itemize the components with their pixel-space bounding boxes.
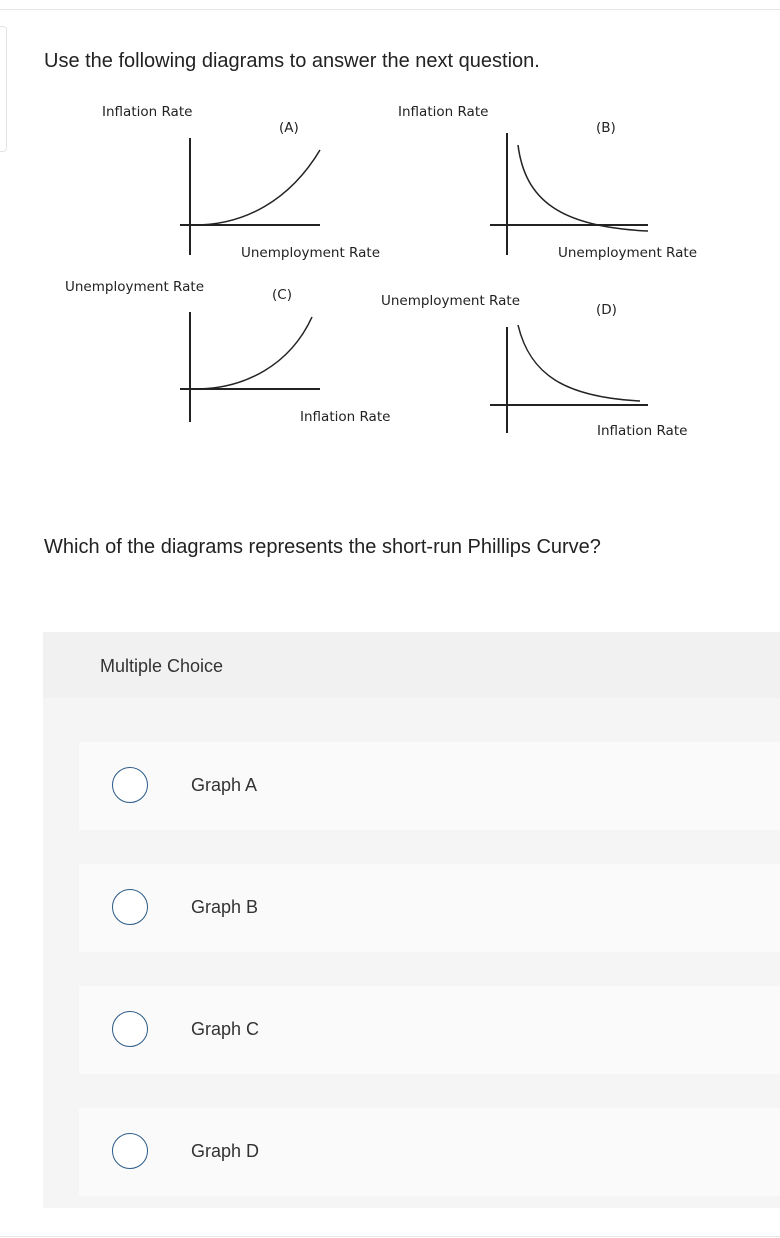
graph-a-y-label: Inflation Rate (102, 104, 193, 120)
option-graph-b[interactable] (79, 864, 780, 952)
graph-c-x-label: Inflation Rate (300, 409, 391, 425)
graph-d-y-label: Unemployment Rate (381, 293, 521, 309)
graph-a-x-label: Unemployment Rate (241, 245, 381, 261)
graph-c-title: (C) (272, 287, 292, 303)
question-prompt: Use the following diagrams to answer the next question. (44, 50, 540, 72)
bottom-divider (0, 1236, 780, 1237)
radio-button[interactable] (112, 889, 148, 925)
side-panel-edge (0, 26, 7, 152)
graph-a-title: (A) (279, 120, 299, 136)
graph-b-x-label: Unemployment Rate (558, 245, 698, 261)
graph-b-y-label: Inflation Rate (398, 104, 489, 120)
question-text: Which of the diagrams represents the short-run Phillips Curve? (44, 536, 601, 558)
graph-b-title: (B) (596, 120, 616, 136)
option-label: Graph B (191, 897, 259, 917)
options-list (43, 698, 780, 1208)
graph-a (102, 104, 380, 261)
graph-b-curve (518, 145, 648, 231)
top-divider (0, 9, 780, 10)
phillips-curve-diagrams (50, 95, 730, 455)
radio-button[interactable] (112, 1011, 148, 1047)
graph-c-curve (195, 317, 312, 389)
multiple-choice-header (43, 632, 780, 698)
graph-c-y-label: Unemployment Rate (65, 279, 205, 295)
radio-button[interactable] (112, 767, 148, 803)
option-label: Graph C (191, 1019, 260, 1039)
graph-d (381, 293, 687, 439)
option-label: Graph A (191, 775, 258, 795)
graph-a-curve (195, 150, 320, 225)
option-graph-d[interactable] (79, 1108, 780, 1196)
option-graph-a[interactable] (79, 742, 780, 830)
multiple-choice-label: Multiple Choice (100, 656, 224, 676)
graph-d-title: (D) (596, 302, 617, 318)
multiple-choice-panel (43, 632, 780, 1208)
graph-d-x-label: Inflation Rate (597, 423, 688, 439)
radio-button[interactable] (112, 1133, 148, 1169)
graph-b (398, 104, 697, 261)
graph-d-curve (518, 325, 640, 401)
option-label: Graph D (191, 1141, 260, 1161)
graph-c (65, 279, 390, 425)
option-graph-c[interactable] (79, 986, 780, 1074)
